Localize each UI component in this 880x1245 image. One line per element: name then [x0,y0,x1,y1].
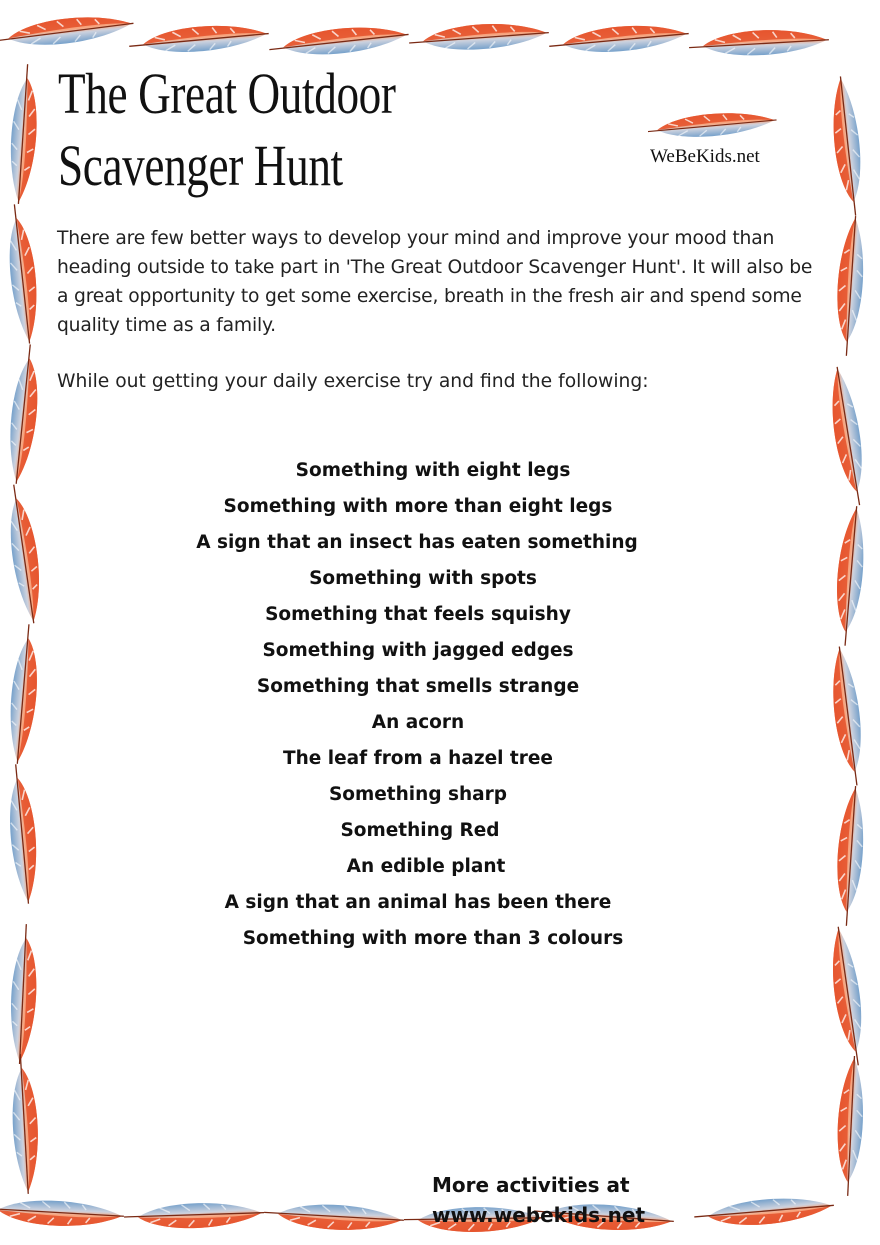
feather-icon [832,785,869,927]
feather-icon [268,23,410,60]
feather-icon [648,104,788,148]
feather-icon [0,1198,124,1228]
list-item: An acorn [371,712,465,733]
brand-name: WeBeKids.net [650,146,760,167]
feather-icon [829,75,866,217]
feather-icon [830,505,869,647]
brand-logo [648,104,788,174]
feather-icon [4,623,43,765]
footer [432,1170,645,1230]
scavenger-list [120,453,720,957]
list-item: Something that smells strange [256,676,580,697]
feather-icon [5,63,42,205]
feather-icon [124,1200,265,1232]
list-prompt: While out getting your daily exercise try and find the following: [57,370,649,392]
page-title [58,58,396,202]
footer-link[interactable]: www.webekids.net [432,1203,646,1227]
feather-icon [0,12,135,51]
feather-icon [4,203,41,345]
feather-icon [693,1192,835,1231]
intro-paragraph: There are few better ways to develop your mind and improve your mood than heading outside to take part in 'The Great Outdoor Scavenger Hunt'. It will also be a great opportunity to get some exercise, breath in the fresh air and spend some quality time as a family. [57,227,813,336]
list-item: Something Red [340,820,500,841]
feather-icon [3,343,45,485]
feather-icon [833,1055,868,1196]
list-item: Something with more than 3 colours [242,928,624,949]
feather-icon [6,763,41,904]
list-item: A sign that an animal has been there [224,892,612,913]
feather-icon [548,22,689,57]
feather-icon [689,28,830,58]
list-item: Something sharp [328,784,508,805]
list-item: The leaf from a hazel tree [283,748,553,769]
list-item: Something with more than eight legs [223,496,613,517]
feather-icon [827,925,869,1067]
list-item: An edible plant [346,856,506,877]
feather-icon [828,645,867,787]
list-item: Something that feels squishy [265,604,571,625]
feather-icon [10,1054,40,1195]
feather-icon [7,923,42,1064]
list-item: A sign that an insect has eaten something [196,532,638,553]
feather-icon [832,215,869,357]
list-item: Something with jagged edges [262,640,574,661]
list-item: Something with eight legs [295,460,571,481]
title-line-2: Scavenger Hunt [58,133,343,198]
feather-icon [408,21,549,53]
feather-icon [264,1202,405,1232]
footer-text: More activities at [432,1173,630,1197]
feather-icon [825,365,869,507]
list-item: Something with spots [309,568,537,589]
feather-icon [128,22,269,57]
feather-icon [4,483,46,625]
title-line-1: The Great Outdoor [58,61,396,126]
